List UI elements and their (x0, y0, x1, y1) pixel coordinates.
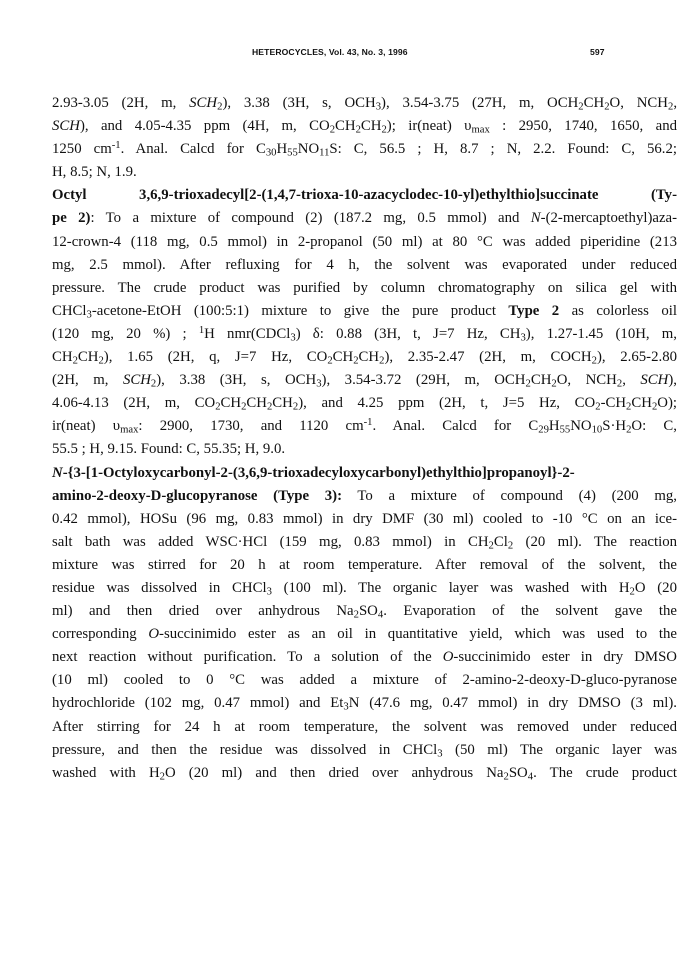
text-line: (10 ml) cooled to 0 °C was added a mixture of 2-amino-2-deoxy-D-gluco-pyranose (52, 672, 677, 689)
page-number: 597 (590, 47, 605, 57)
text-line: hydrochloride (102 mg, 0.47 mmol) and $Et_3N$ (47.6 mg, 0.47 mmol) in dry DMSO (3 ml). (52, 695, 678, 713)
text-line: ir(neat) $\upsilon_{max}$: 2900, 1730, and 1120 $cm^{-1}$. Anal. Calcd for $C_{29}H_{55}NO_{10}S\cdot H_2O$: C, (52, 417, 677, 436)
text-line: 1250 $cm^{-1}$. Anal. Calcd for $C_{30}H_{55}NO_{11}S$: C, 56.5 ; H, 8.7 ; N, 2.2. Found: C, 56.2; (52, 140, 678, 159)
text-line: next reaction without purification. To a solution of the O-succinimido ester in dry DMSO (52, 649, 677, 666)
text-line: residue was dissolved in CHCl$_3$ (100 ml). The organic layer was washed with $H_2O$ (20 (52, 579, 677, 598)
running-head: HETEROCYCLES, Vol. 43, No. 3, 1996 (252, 47, 408, 57)
text-line: 12-crown-4 (118 mg, 0.5 mmol) in 2-propanol (50 ml) at 80 °C was added piperidine (213 (52, 233, 677, 250)
body-text (52, 92, 677, 785)
text-line: pe 2): To a mixture of compound (2) (187.2 mg, 0.5 mmol) and N-(2-mercaptoethyl)aza- (52, 210, 678, 227)
text-line: amino-2-deoxy-D-glucopyranose (Type 3): To a mixture of compound (4) (200 mg, (52, 487, 677, 504)
text-line: pressure, and then the residue was dissolved in CHCl$_3$ (50 ml) The organic layer was (52, 741, 678, 759)
page-header (0, 47, 699, 63)
text-line: mg, 2.5 mmol). After refluxing for 4 h, the solvent was evaporated under reduced (52, 256, 677, 273)
text-line: 2.93-3.05 (2H, m, $SCH_2$), 3.38 (3H, s, $OCH_3$), 3.54-3.75 (27H, m, $OCH_2CH_2O$, $NCH_2$, (52, 95, 678, 113)
text-line: $CH_2CH_2$), 1.65 (2H, q, J=7 Hz, $CO_2CH_2CH_2$), 2.35-2.47 (2H, m, $COCH_2$), 2.65-2.80 (52, 349, 677, 367)
text-line: (2H, m, $SCH_2$), 3.38 (3H, s, $OCH_3$), 3.54-3.72 (29H, m, $OCH_2CH_2O$, $NCH_2$, SCH), (52, 372, 678, 390)
text-line: pressure. The crude product was purified by column chromatography on silica gel with (52, 279, 677, 296)
text-line: (120 mg, 20 %) ; $^1$H nmr(CDCl$_3$) δ: 0.88 (3H, t, J=7 Hz, $CH_3$), 1.27-1.45 (10H, m, (52, 325, 678, 344)
text-line: H, 8.5; N, 1.9. (52, 164, 137, 181)
text-line: ml) and then dried over anhydrous $Na_2SO_4$. Evaporation of the solvent gave the (52, 603, 677, 621)
compound-heading-type-3: N-{3-[1-Octyloxycarbonyl-2-(3,6,9-trioxadecyloxycarbonyl)ethylthio]propanoyl}-2- (52, 464, 575, 481)
text-line: salt bath was added WSC·HCl (159 mg, 0.83 mmol) in $CH_2Cl_2$ (20 ml). The reaction (52, 533, 677, 552)
text-line: mixture was stirred for 20 h at room temperature. After removal of the solvent, the (52, 556, 677, 573)
text-line: 55.5 ; H, 9.15. Found: C, 55.35; H, 9.0. (52, 441, 286, 458)
text-line: 4.06-4.13 (2H, m, $CO_2CH_2CH_2CH_2$), and 4.25 ppm (2H, t, J=5 Hz, $CO_2-CH_2CH_2O$); (52, 395, 677, 413)
text-line: SCH), and 4.05-4.35 ppm (4H, m, $CO_2CH_2CH_2$); ir(neat) $\upsilon_{max}$ : 2950, 1740, 1650, and (52, 118, 677, 136)
text-line: CHCl$_3$-acetone-EtOH (100:5:1) mixture to give the pure product Type 2 as colorless oil (52, 302, 677, 321)
compound-heading-type-2: Octyl 3,6,9-trioxadecyl[2-(1,4,7-trioxa-10-azacyclodec-10-yl)ethylthio]succinate (Ty- (52, 187, 677, 204)
text-line: 0.42 mmol), HOSu (96 mg, 0.83 mmol) in dry DMF (30 ml) cooled to -10 °C on an ice- (52, 510, 677, 527)
text-line: corresponding O-succinimido ester as an oil in quantitative yield, which was used to the (52, 626, 677, 643)
text-line: washed with $H_2O$ (20 ml) and then dried over anhydrous $Na_2SO_4$. The crude product (52, 764, 677, 783)
text-line: After stirring for 24 h at room temperature, the solvent was removed under reduced (52, 718, 677, 735)
